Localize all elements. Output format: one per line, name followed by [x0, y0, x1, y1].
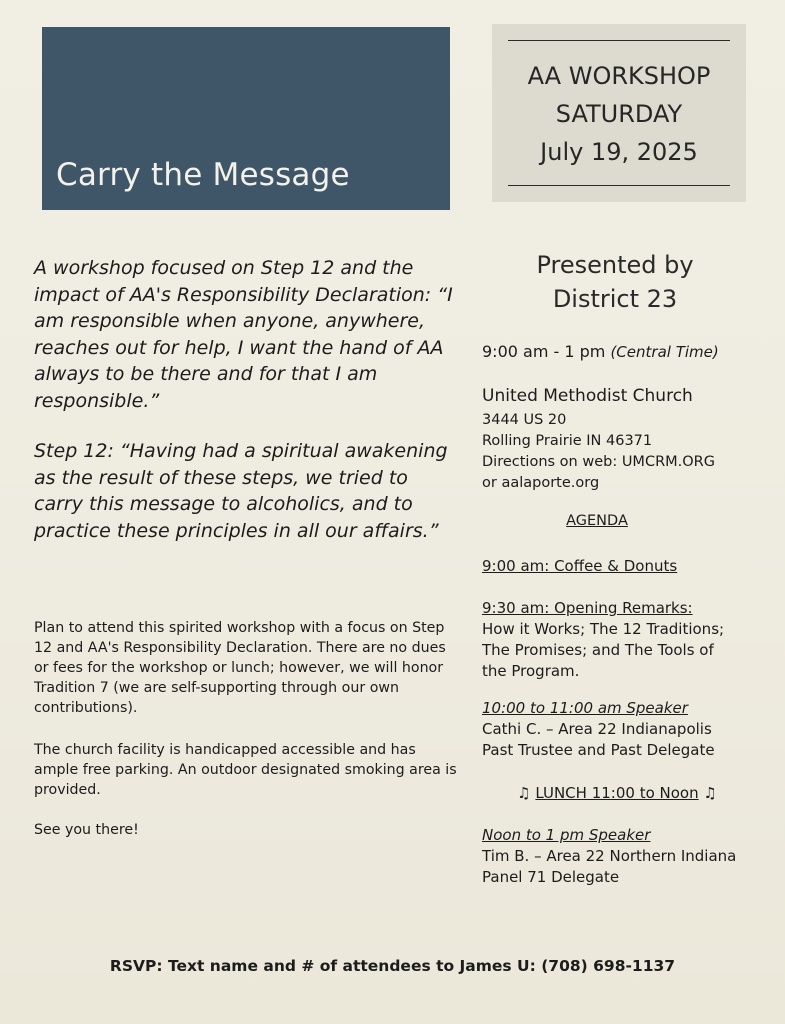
venue-name: United Methodist Church	[482, 386, 693, 406]
agenda-heading: AGENDA	[566, 513, 628, 529]
speaker1-line: Past Trustee and Past Delegate	[482, 741, 715, 759]
opening-line: the Program.	[482, 662, 580, 680]
agenda-item-speaker1	[482, 698, 772, 761]
facility-paragraph: The church facility is handicapped accessible and has ample free parking. An outdoor designated smoking area is provided.	[34, 742, 457, 798]
divider-bottom	[508, 185, 730, 186]
presented-by-label: Presented by	[536, 251, 694, 279]
presenter-block	[490, 248, 740, 316]
speaker2-line: Tim B. – Area 22 Northern Indiana	[482, 847, 737, 865]
weekday-label: SATURDAY	[555, 100, 683, 128]
speaker1-line: Cathi C. – Area 22 Indianapolis	[482, 720, 712, 738]
directions-line: Directions on web: UMCRM.ORG	[482, 454, 715, 470]
title-banner	[42, 27, 450, 210]
speaker1-heading: 10:00 to 11:00 am Speaker	[482, 699, 688, 717]
speaker2-line: Panel 71 Delegate	[482, 868, 620, 886]
time-zone: (Central Time)	[610, 343, 719, 361]
step12-paragraph: Step 12: “Having had a spiritual awakening as the result of these steps, we tried to carry this message to alcoholics, and to practice these principles in all our affairs.”	[34, 440, 448, 542]
event-time	[482, 341, 772, 363]
date-label: July 19, 2025	[540, 138, 698, 166]
venue-address	[482, 410, 772, 494]
opening-line: The Promises; and The Tools of	[482, 641, 714, 659]
time-range: 9:00 am - 1 pm	[482, 342, 606, 361]
intro-paragraph: A workshop focused on Step 12 and the impact of AA's Responsibility Declaration: “I am responsible when anyone, anywhere, reaches out for help, I want the hand of AA always to be there and for that I am responsible.”	[34, 257, 453, 412]
agenda-item-lunch	[482, 784, 752, 802]
divider-top	[508, 40, 730, 41]
agenda-item-speaker2	[482, 825, 772, 888]
plan-paragraph: Plan to attend this spirited workshop with a focus on Step 12 and AA's Responsibility Declaration. There are no dues or fees for the workshop or lunch; however, we will honor Tradition 7 (we are self-supporting through our own contributions).	[34, 620, 446, 716]
lunch-label: LUNCH 11:00 to Noon	[535, 784, 699, 802]
workshop-label: AA WORKSHOP	[527, 62, 711, 90]
opening-heading: 9:30 am: Opening Remarks:	[482, 599, 693, 617]
flyer-title: Carry the Message	[56, 157, 350, 193]
address-line: 3444 US 20	[482, 412, 567, 428]
speaker2-heading: Noon to 1 pm Speaker	[482, 826, 651, 844]
closing-text: See you there!	[34, 822, 139, 838]
opening-line: How it Works; The 12 Traditions;	[482, 620, 725, 638]
directions-line: or aalaporte.org	[482, 475, 600, 491]
rsvp-line: RSVP: Text name and # of attendees to James U: (708) 698-1137	[109, 957, 676, 975]
address-line: Rolling Prairie IN 46371	[482, 433, 653, 449]
music-note-icon: ♫	[517, 784, 531, 802]
music-note-icon: ♫	[703, 784, 717, 802]
agenda-item-coffee: 9:00 am: Coffee & Donuts	[482, 557, 678, 575]
event-date-box	[492, 24, 746, 202]
agenda-item-opening	[482, 598, 772, 682]
district-label: District 23	[552, 285, 678, 313]
